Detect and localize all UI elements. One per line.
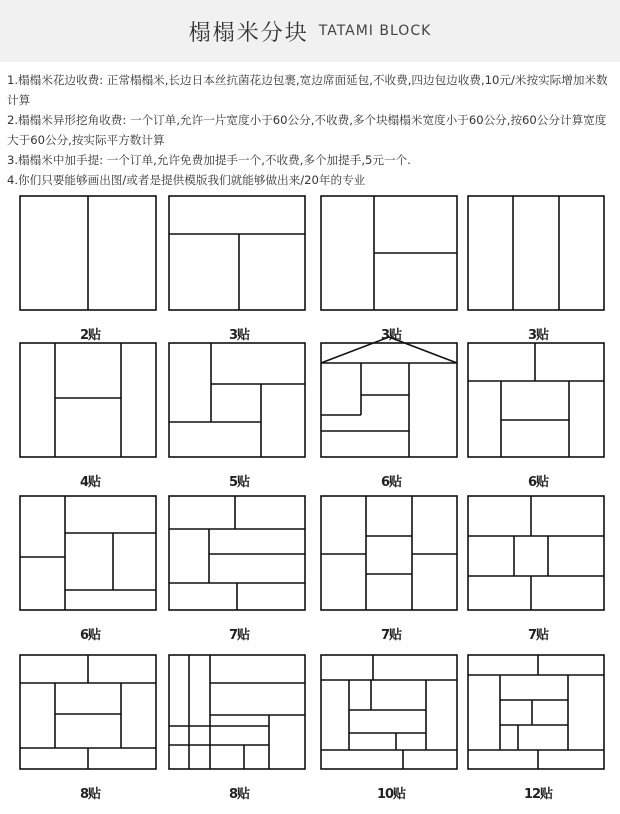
- layout-diagram: [321, 496, 457, 610]
- layout-label: 8贴: [79, 787, 101, 802]
- room-outline: [321, 655, 457, 769]
- layout-tile: [20, 655, 160, 802]
- layout-diagram: [468, 496, 604, 610]
- room-outline: [468, 196, 604, 310]
- layout-label: 4贴: [79, 475, 101, 490]
- layout-label: 3贴: [527, 328, 549, 343]
- room-outline: [20, 496, 156, 610]
- room-outline: [468, 655, 604, 769]
- layout-diagram: [468, 196, 604, 310]
- room-outline: [321, 343, 457, 457]
- layout-diagram: [169, 343, 305, 457]
- layout-tile: [321, 343, 461, 490]
- room-outline: [20, 343, 156, 457]
- note-2: 2.榻榻米异形挖角收费: 一个订单,允许一片宽度小于60公分,不收费,多个块榻榻米宽度小于60公分,按60公分计算宽度大于60公分,按实际平方数计算: [7, 113, 607, 147]
- layout-diagram: [321, 343, 457, 457]
- layout-tile: [169, 496, 309, 643]
- layout-diagram: [169, 655, 305, 769]
- layout-diagram: [468, 655, 604, 769]
- layout-tile: [169, 343, 309, 490]
- layout-tile: [20, 196, 160, 343]
- layout-label: 6贴: [79, 628, 101, 643]
- layout-tile: [169, 196, 309, 343]
- layout-tile: [468, 196, 608, 343]
- layout-tile: [20, 496, 160, 643]
- layout-label: 8贴: [228, 787, 250, 802]
- room-outline: [468, 343, 604, 457]
- layout-label: 12贴: [523, 787, 553, 802]
- layout-diagram: [20, 196, 156, 310]
- layout-label: 3贴: [228, 328, 250, 343]
- note-3: 3.榻榻米中加手提: 一个订单,允许免费加提手一个,不收费,多个加提手,5元一个.: [7, 153, 411, 167]
- layout-label: 10贴: [376, 787, 406, 802]
- layout-diagram: [169, 496, 305, 610]
- room-outline: [321, 496, 457, 610]
- layout-label: 2贴: [79, 328, 101, 343]
- layout-label: 7贴: [228, 628, 250, 643]
- room-outline: [169, 196, 305, 310]
- layout-tile: [321, 196, 461, 343]
- layout-label: 6贴: [380, 475, 402, 490]
- page-title: 榻榻米分块: [188, 20, 309, 46]
- layout-diagram: [20, 343, 156, 457]
- layout-label: 5贴: [228, 475, 250, 490]
- layout-tile: [468, 655, 608, 802]
- layout-tile: [169, 655, 309, 802]
- layout-diagram: [468, 343, 604, 457]
- layout-diagram: [20, 655, 156, 769]
- layout-label: 7贴: [380, 628, 402, 643]
- layout-label: 6贴: [527, 475, 549, 490]
- layout-label: 7贴: [527, 628, 549, 643]
- note-1: 1.榻榻米花边收费: 正常榻榻米,长边日本丝抗菌花边包裹,宽边席面延包,不收费,四边包边收费,10元/米按实际增加米数计算: [7, 73, 608, 107]
- note-4: 4.你们只要能够画出图/或者是提供模版我们就能够做出来/20年的专业: [7, 173, 366, 187]
- page-subtitle: TATAMI BLOCK: [318, 23, 432, 39]
- layout-diagram: [321, 655, 457, 769]
- layout-label: 3贴: [380, 328, 402, 343]
- layout-tile: [321, 655, 461, 802]
- layout-tile: [20, 343, 160, 490]
- room-outline: [169, 343, 305, 457]
- layout-diagram: [321, 196, 457, 310]
- room-outline: [468, 496, 604, 610]
- layout-diagram: [20, 496, 156, 610]
- layout-diagram: [169, 196, 305, 310]
- layout-tile: [468, 343, 608, 490]
- layout-tile: [321, 496, 461, 643]
- layout-tile: [468, 496, 608, 643]
